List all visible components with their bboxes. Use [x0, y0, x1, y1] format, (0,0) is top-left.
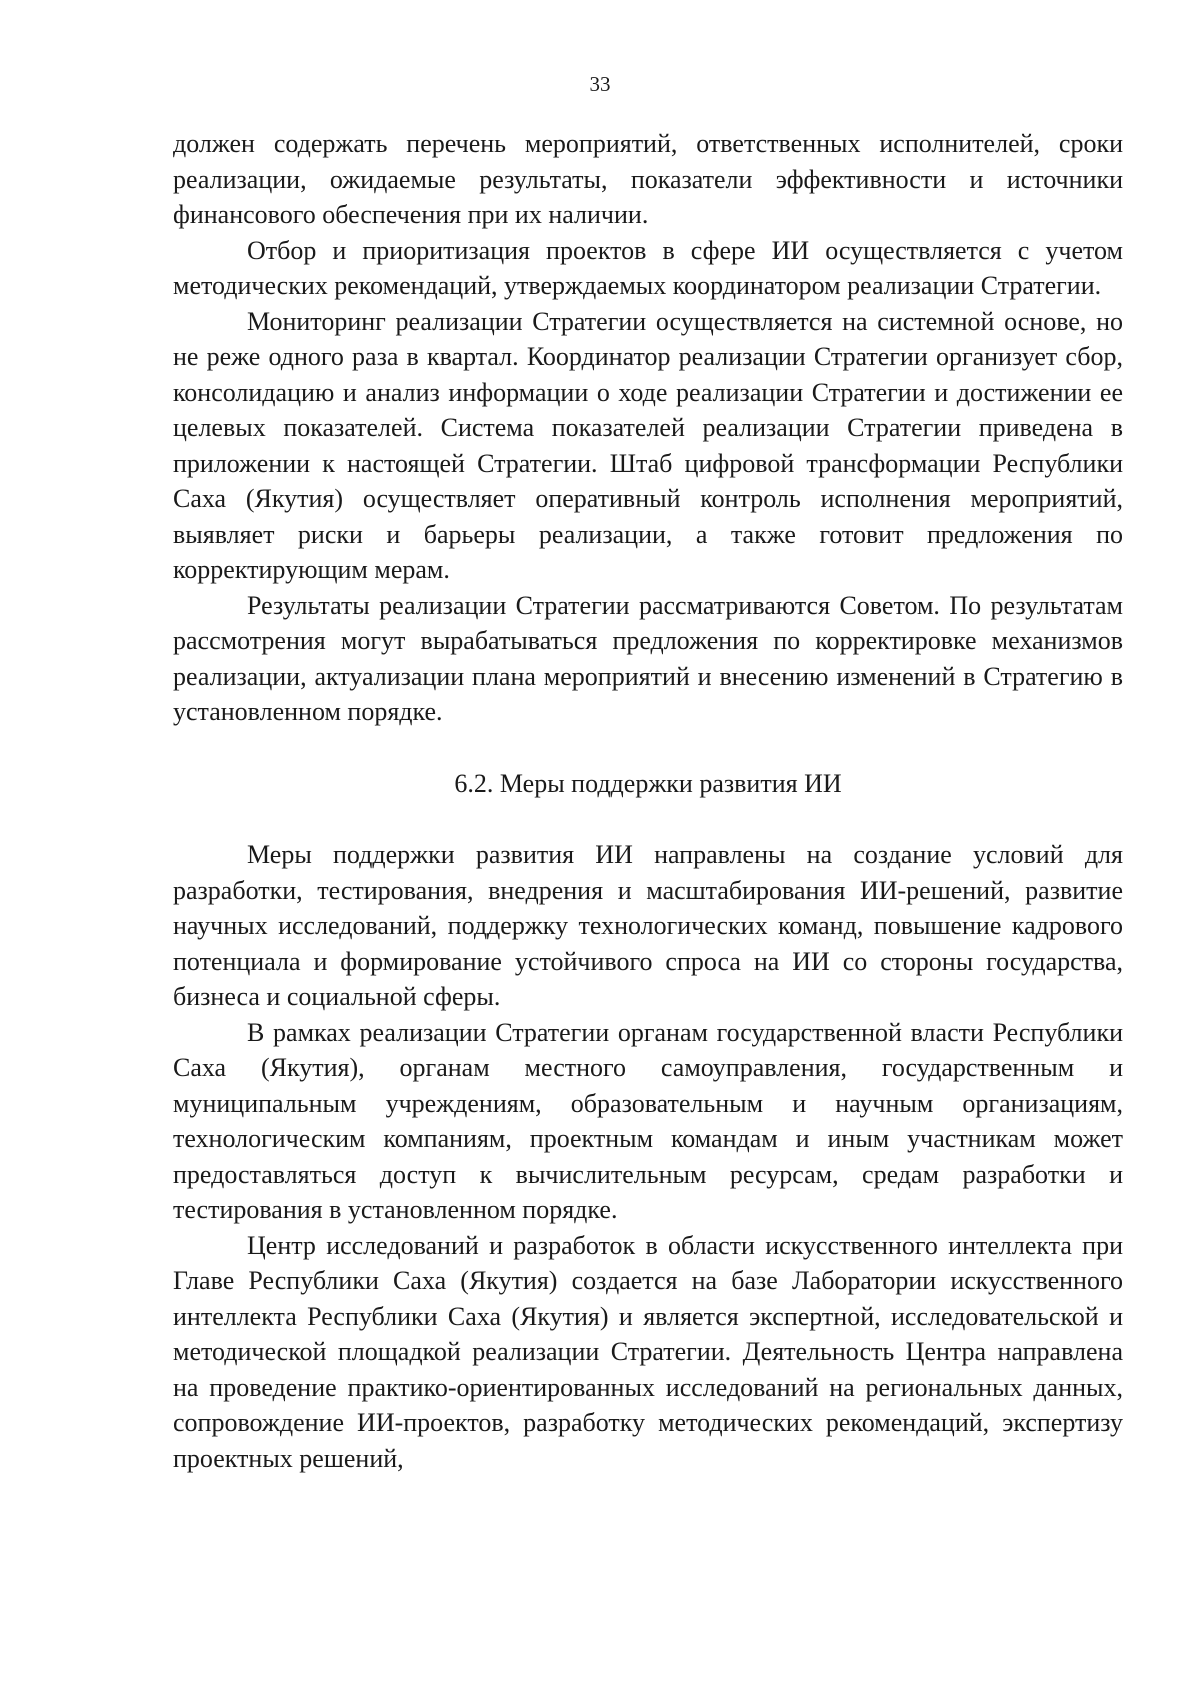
- paragraph-research-center: Центр исследований и разработок в области искусственного интеллекта при Главе Республики Саха (Якутия) создается на базе Лаборатории искусственного интеллекта Республики Саха (Якутия) и является экспертной, исследовательской и методической площадкой реализации Стратегии. Деятельность Центра направлена на проведение практико-ориентированных исследований на региональных данных, сопровождение ИИ-проектов, разработку методических рекомендаций, экспертизу проектных решений,: [173, 1230, 1123, 1473]
- section-heading: 6.2. Меры поддержки развития ИИ: [454, 768, 842, 798]
- paragraph-project-selection: Отбор и приоритизация проектов в сфере ИИ осуществляется с учетом методических рекомендаций, утверждаемых координатором реализации Стратегии.: [173, 235, 1123, 300]
- document-body: [173, 126, 1123, 1476]
- paragraph-support-measures: Меры поддержки развития ИИ направлены на создание условий для разработки, тестирования, внедрения и масштабирования ИИ-решений, развитие научных исследований, поддержку технологических команд, повышение кадрового потенциала и формирование устойчивого спроса на ИИ со стороны государства, бизнеса и социальной сферы.: [173, 840, 1123, 1011]
- paragraph-monitoring: Мониторинг реализации Стратегии осуществляется на системной основе, но не реже одного раза в квартал. Координатор реализации Стратегии организует сбор, консолидацию и анализ информации о ходе реализации Стратегии и достижении ее целевых показателей. Система показателей реализации Стратегии приведена в приложении к настоящей Стратегии. Штаб цифровой трансформации Республики Саха (Якутия) осуществляет оперативный контроль исполнения мероприятий, выявляет риски и барьеры реализации, а также готовит предложения по корректирующим мерам.: [173, 306, 1123, 584]
- paragraph-continuation: должен содержать перечень мероприятий, ответственных исполнителей, сроки реализации, ожидаемые результаты, показатели эффективности и источники финансового обеспечения при их наличии.: [173, 129, 1123, 229]
- page-number: 33: [589, 72, 611, 96]
- paragraph-resource-access: В рамках реализации Стратегии органам государственной власти Республики Саха (Якутия), органам местного самоуправления, государственным и муниципальным учреждениям, образовательным и научным организациям, технологическим компаниям, проектным командам и иным участникам может предоставляться доступ к вычислительным ресурсам, средам разработки и тестирования в установленном порядке.: [173, 1017, 1123, 1224]
- paragraph-results-review: Результаты реализации Стратегии рассматриваются Советом. По результатам рассмотрения могут вырабатываться предложения по корректировке механизмов реализации, актуализации плана мероприятий и внесению изменений в Стратегию в установленном порядке.: [173, 590, 1123, 726]
